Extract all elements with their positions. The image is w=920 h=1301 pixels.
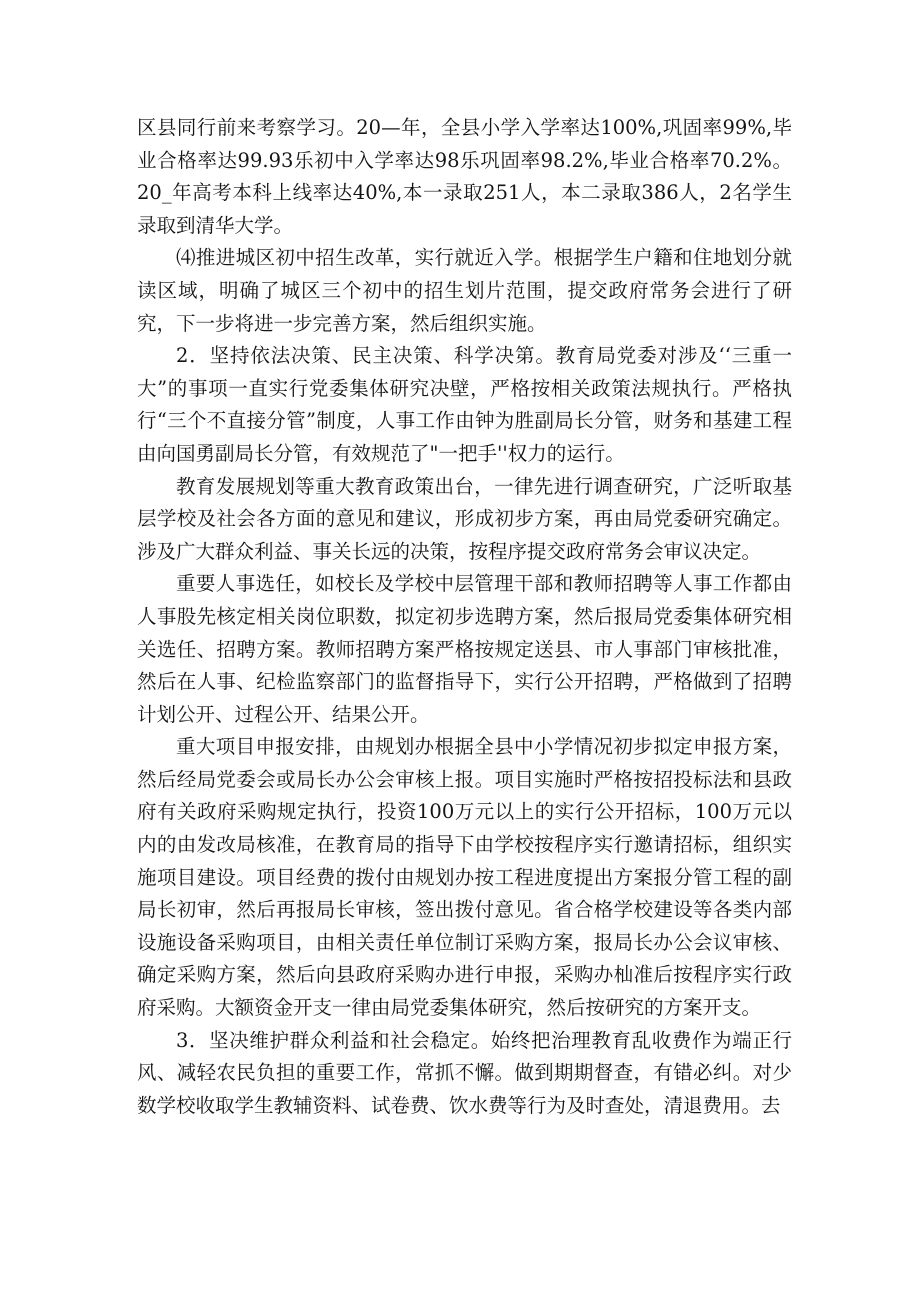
paragraph-5: 重要人事选任，如校长及学校中层管理干部和教师招聘等人事工作都由人事股先核定相关岗位职数，拟定初步选聘方案，然后报局党委集体研究相关选任、招聘方案。教师招聘方案严格按规定送县、市人事部门审核批准，然后在人事、纪检监察部门的监督指导下，实行公开招聘，严格做到了招聘计划公开、过程公开、结果公开。 xyxy=(137,572,792,726)
document-body xyxy=(137,112,792,1122)
paragraph-4: 教育发展规划等重大教育政策出台，一律先进行调查研究，广泛听取基层学校及社会各方面的意见和建议，形成初步方案，再由局党委研究确定。涉及广大群众利益、事关长远的决策，按程序提交政府常务会审议决定。 xyxy=(137,474,792,563)
paragraph-7: 3．坚决维护群众利益和社会稳定。始终把治理教育乱收费作为端正行风、减轻农民负担的重要工作，常抓不懈。做到期期督查，有错必纠。对少数学校收取学生教辅资料、试卷费、饮水费等行为及时查处，清退费用。去 xyxy=(137,1028,792,1117)
paragraph-2: ⑷推进城区初中招生改革，实行就近入学。根据学生户籍和住地划分就读区域，明确了城区三个初中的招生划片范围，提交政府常务会进行了研究，下一步将进一步完善方案，然后组织实施。 xyxy=(137,246,792,335)
paragraph-6: 重大项目申报安排，由规划办根据全县中小学情况初步拟定申报方案，然后经局党委会或局长办公会审核上报。项目实施时严格按招投标法和县政府有关政府采购规定执行，投资100万元以上的实行公开招标，100万元以内的由发改局核准，在教育局的指导下由学校按程序实行邀请招标，组织实施项目建设。项目经费的拨付由规划办按工程进度提出方案报分管工程的副局长初审，然后再报局长审核，签出拨付意见。省合格学校建设等各类内部设施设备采购项目，由相关责任单位制订采购方案，报局长办公会议审核、确定采购方案，然后向县政府采购办进行申报，采购办杣准后按程序实行政府采购。大额资金开支一律由局党委集体研究，然后按研究的方案开支。 xyxy=(137,735,792,1020)
paragraph-3: 2．坚持依法决策、民主决策、科学决第。教育局党委对涉及‘‘三重一大”的事项一直实行党委集体研究决壁，严格按相关政策法规执行。严格执行“三个不直接分管”制度，人事工作由钟为胜副局长分管，财务和基建工程由向国勇副局长分管，有效规范了"一把手''权力的运行。 xyxy=(137,344,792,465)
paragraph-1: 区县同行前来考察学习。20—年，全县小学入学率达100%,巩固率99%,毕业合格率达99.93乐初中入学率达98乐巩固率98.2%,毕业合格率70.2%。20_年高考本科上线率达40%,本一录取251人，本二录取386人，2名学生录取到清华大学。 xyxy=(137,116,792,237)
